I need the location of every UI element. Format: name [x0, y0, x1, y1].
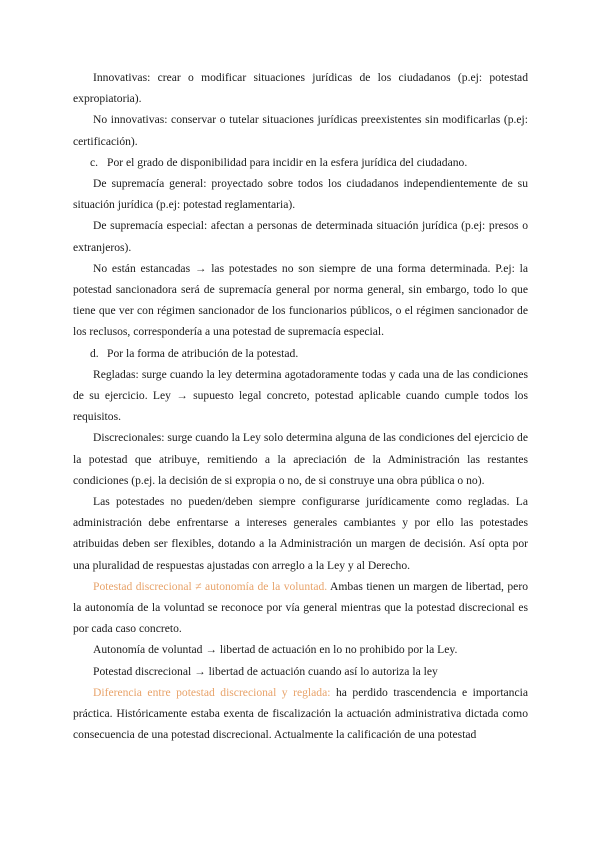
paragraph-no-innovativas: No innovativas: conservar o tutelar situaciones jurídicas preexistentes sin modificarlas (p.ej: certificación). — [73, 113, 528, 148]
paragraph-diferencia — [73, 682, 528, 746]
paragraph-innovativas: Innovativas: crear o modificar situaciones jurídicas de los ciudadanos (p.ej: potestad expropiatoria). — [73, 71, 528, 106]
list-marker-c: c. — [90, 155, 99, 169]
list-item-c-text: Por el grado de disponibilidad para incidir en la esfera jurídica del ciudadano. — [107, 155, 468, 169]
paragraph-regladas: Regladas: surge cuando la ley determina agotadoramente todas y cada una de las condiciones de su ejercicio. Ley → supuesto legal concreto, potestad aplicable cuando cumple todos los requisitos. — [73, 367, 528, 424]
paragraph-discrecional-vs-autonomia-text: Ambas tienen un margen de libertad, pero la autonomía de la voluntad se reconoce por vía general mientras que la potestad discrecional es por cada caso concreto. — [73, 579, 528, 636]
highlight-diferencia: Diferencia entre potestad discrecional y reglada: — [93, 685, 331, 699]
paragraph-no-estancadas: No están estancadas → las potestades no son siempre de una forma determinada. P.ej: la potestad sancionadora será de supremacía general por norma general, sin embargo, todo lo que tiene que ver con régimen sancionador de los funcionarios públicos, o el régimen sancionador de los reclusos, correspondería a una potestad de supremacía especial. — [73, 261, 528, 339]
paragraph-discrecionales: Discrecionales: surge cuando la Ley solo determina alguna de las condiciones del ejercicio de la potestad que atribuye, remitiendo a la apreciación de la Administración las restantes condiciones (p.ej. la decisión de si expropia o no, de si construye una obra pública o no). — [73, 431, 528, 487]
paragraph-supremacia-general: De supremacía general: proyectado sobre todos los ciudadanos independientemente de su situación jurídica (p.ej: potestad reglamentaria). — [73, 177, 528, 212]
paragraph-diferencia-text: ha perdido trascendencia e importancia práctica. Históricamente estaba exenta de fiscalización la actuación administrativa dictada como consecuencia de una potestad discrecional. Actualmente la calificación de una potestad — [73, 685, 528, 742]
highlight-discrecional-autonomia: Potestad discrecional ≠ autonomía de la voluntad. — [93, 579, 328, 593]
paragraph-discrecional-vs-autonomia — [73, 576, 528, 640]
list-item-d — [73, 343, 528, 364]
paragraph-autonomia-voluntad: Autonomía de voluntad → libertad de actuación en lo no prohibido por la Ley. — [93, 643, 458, 657]
list-item-c — [73, 152, 528, 173]
list-item-d-text: Por la forma de atribución de la potestad. — [107, 346, 299, 360]
document-page — [73, 67, 528, 746]
list-marker-d: d. — [90, 346, 99, 360]
paragraph-potestades-flexibles: Las potestades no pueden/deben siempre configurarse jurídicamente como regladas. La administración debe enfrentarse a intereses generales cambiantes y por ello las potestades atribuidas deben ser flexibles, dotando a la Administración un margen de decisión. Así opta por una pluralidad de respuestas ajustadas con arreglo a la Ley y al Derecho. — [73, 495, 528, 572]
paragraph-potestad-discrecional: Potestad discrecional → libertad de actuación cuando así lo autoriza la ley — [93, 664, 438, 678]
paragraph-supremacia-especial: De supremacía especial: afectan a personas de determinada situación jurídica (p.ej: presos o extranjeros). — [73, 219, 528, 254]
